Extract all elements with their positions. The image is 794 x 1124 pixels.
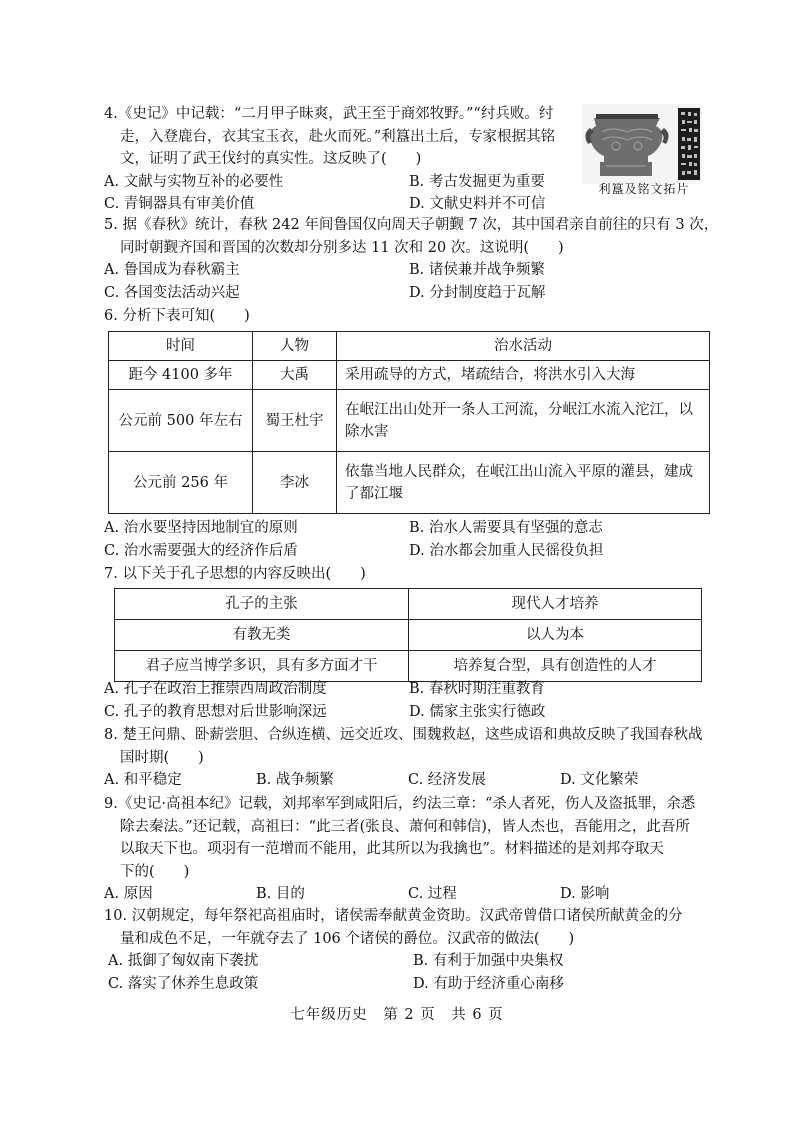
li-gui-bronze-image <box>582 104 702 184</box>
question-10-option-c[interactable]: C. 落实了休养生息政策 <box>108 975 259 992</box>
table-row <box>109 361 710 390</box>
table-row <box>109 452 710 514</box>
question-10-line-2: 量和成色不足，一年就夺去了 106 个诸侯的爵位。汉武帝的做法( ) <box>120 930 575 947</box>
table-cell: 大禹 <box>253 361 337 390</box>
question-10-option-d[interactable]: D. 有助于经济重心南移 <box>413 975 564 992</box>
question-9-line-4: 下的( ) <box>120 863 190 880</box>
table-header-row <box>115 589 702 620</box>
question-8-line-1: 8. 楚王问鼎、卧薪尝胆、合纵连横、远交近攻、围魏救赵，这些成语和典故反映了我国春秋战 <box>104 727 703 743</box>
table-cell: 培养复合型，具有创造性的人才 <box>409 651 702 682</box>
page-footer: 七年级历史 第 2 页 共 6 页 <box>290 1007 504 1023</box>
question-5-options <box>104 259 710 304</box>
table-cell: 有教无类 <box>115 620 409 651</box>
table-cell: 采用疏导的方式，堵疏结合，将洪水引入大海 <box>337 361 710 390</box>
question-4-option-a[interactable]: A. 文献与实物互补的必要性 <box>104 173 284 190</box>
question-6-option-b[interactable]: B. 治水人需要具有坚强的意志 <box>409 520 603 536</box>
question-9-option-a[interactable]: A. 原因 <box>104 886 153 902</box>
question-4-line-1: 4.《史记》中记载：“二月甲子昧爽，武王至于商郊牧野。”“纣兵败。纣 <box>104 106 554 122</box>
table-header-cell: 时间 <box>109 332 253 361</box>
question-8-option-d[interactable]: D. 文化繁荣 <box>560 772 639 788</box>
question-9-line-2: 除去秦法。”还记载，高祖曰：“此三者(张良、萧何和韩信)，皆人杰也，吾能用之，此吾所 <box>120 818 690 835</box>
question-7-option-d[interactable]: D. 儒家主张实行德政 <box>409 703 546 720</box>
question-6-option-c[interactable]: C. 治水需要强大的经济作后盾 <box>104 542 298 559</box>
question-4-option-c[interactable]: C. 青铜器具有审美价值 <box>104 196 255 212</box>
table-header-cell: 治水活动 <box>337 332 710 361</box>
question-8-option-b[interactable]: B. 战争频繁 <box>256 772 334 788</box>
question-10-option-a[interactable]: A. 抵御了匈奴南下袭扰 <box>108 953 259 969</box>
table-cell: 距今 4100 多年 <box>109 361 253 390</box>
question-9-option-b[interactable]: B. 目的 <box>256 886 305 902</box>
question-9 <box>104 793 710 906</box>
question-5-option-a[interactable]: A. 鲁国成为春秋霸主 <box>104 262 240 278</box>
table-cell: 公元前 256 年 <box>109 452 253 514</box>
table-cell: 公元前 500 年左右 <box>109 390 253 452</box>
table-header-row <box>109 332 710 361</box>
question-6 <box>104 305 710 328</box>
table-row <box>115 620 702 651</box>
question-8-options <box>104 769 710 792</box>
table-cell: 依靠当地人民群众，在岷江出山流入平原的灌县，建成了都江堰 <box>337 452 710 514</box>
question-4-line-2: 走，入登鹿台，衣其宝玉衣，赴火而死。”利簋出土后，专家根据其铭 <box>120 128 556 145</box>
question-5-option-d[interactable]: D. 分封制度趋于瓦解 <box>409 284 546 301</box>
question-5-option-c[interactable]: C. 各国变法活动兴起 <box>104 284 240 301</box>
question-4-option-d[interactable]: D. 文献史料并不可信 <box>409 196 546 212</box>
question-9-line-1: 9.《史记·高祖本纪》记载，刘邦率军到咸阳后，约法三章：“杀人者死，伤人及盗抵罪，余悉 <box>104 796 696 812</box>
table-cell: 以人为本 <box>409 620 702 651</box>
question-5 <box>104 214 719 304</box>
table-row <box>115 651 702 682</box>
question-9-option-d[interactable]: D. 影响 <box>560 886 610 902</box>
question-7-stem: 7. 以下关于孔子思想的内容反映出( ) <box>104 566 366 582</box>
question-7 <box>104 563 710 586</box>
question-7-option-c[interactable]: C. 孔子的教育思想对后世影响深远 <box>104 703 327 720</box>
table-cell: 君子应当博学多识，具有多方面才干 <box>115 651 409 682</box>
question-5-line-1: 5. 据《春秋》统计，春秋 242 年间鲁国仅向周天子朝觐 7 次，其中国君亲自前往的只有 3 次， <box>104 217 719 233</box>
question-9-options <box>104 883 710 906</box>
question-7-table <box>114 588 702 682</box>
question-4-option-b[interactable]: B. 考古发掘更为重要 <box>409 173 545 190</box>
question-6-options <box>104 517 710 562</box>
table-cell: 蜀王杜宇 <box>253 390 337 452</box>
question-5-option-b[interactable]: B. 诸侯兼并战争频繁 <box>409 262 545 278</box>
question-6-stem: 6. 分析下表可知( ) <box>104 308 250 324</box>
table-cell: 在岷江出山处开一条人工河流，分岷江水流入沱江，以除水害 <box>337 390 710 452</box>
question-6-option-d[interactable]: D. 治水都会加重人民徭役负担 <box>409 542 604 559</box>
question-6-option-a[interactable]: A. 治水要坚持因地制宜的原则 <box>104 520 298 536</box>
question-8 <box>104 724 710 792</box>
question-9-line-3: 以取天下也。项羽有一范增而不能用，此其所以为我擒也”。材料描述的是刘邦夺取天 <box>120 841 664 857</box>
question-6-table <box>108 331 710 514</box>
table-row <box>109 390 710 452</box>
question-7-options-wrap <box>104 678 710 723</box>
question-6-options-wrap <box>104 517 710 562</box>
question-10-option-b[interactable]: B. 有利于加强中央集权 <box>413 953 564 969</box>
question-8-option-a[interactable]: A. 和平稳定 <box>104 772 182 788</box>
table-header-cell: 人物 <box>253 332 337 361</box>
question-5-line-2: 同时朝觐齐国和晋国的次数却分别多达 11 次和 20 次。这说明( ) <box>120 239 564 256</box>
table-header-cell: 孔子的主张 <box>115 589 409 620</box>
question-4 <box>104 103 572 216</box>
question-7-options <box>104 678 710 723</box>
artifact-caption: 利簋及铭文拓片 <box>598 182 690 196</box>
question-7-option-a[interactable]: A. 孔子在政治上推崇西周政治制度 <box>104 681 327 697</box>
question-4-options <box>104 171 572 216</box>
question-10 <box>104 905 710 995</box>
table-cell: 李冰 <box>253 452 337 514</box>
question-4-line-3: 文，证明了武王伐纣的真实性。这反映了( ) <box>120 151 422 167</box>
question-8-option-c[interactable]: C. 经济发展 <box>408 772 486 788</box>
table-header-cell: 现代人才培养 <box>409 589 702 620</box>
question-8-line-2: 国时期( ) <box>120 749 204 766</box>
question-10-line-1: 10. 汉朝规定，每年祭祀高祖庙时，诸侯需奉献黄金资助。汉武帝曾借口诸侯所献黄金的分 <box>104 908 683 924</box>
question-9-option-c[interactable]: C. 过程 <box>408 886 457 902</box>
question-7-option-b[interactable]: B. 春秋时期注重教育 <box>409 681 545 697</box>
question-10-options <box>104 950 710 995</box>
